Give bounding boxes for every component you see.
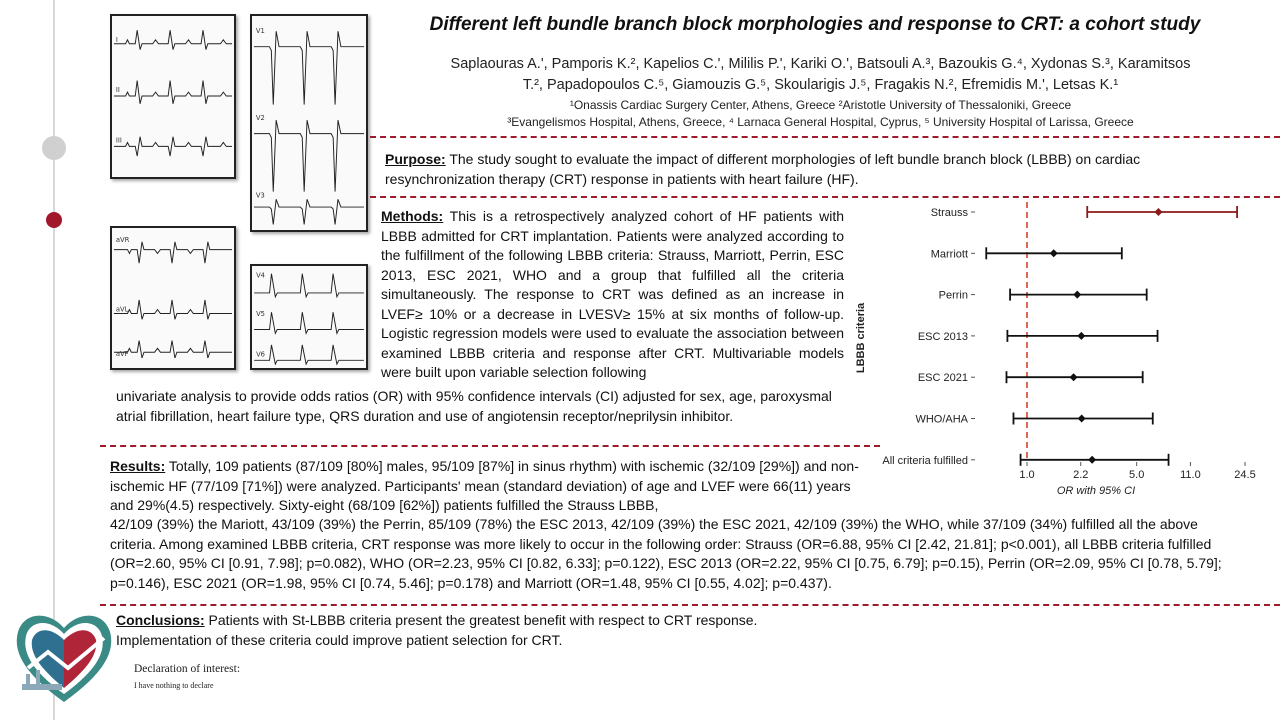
forest-category-label: Strauss (930, 207, 968, 219)
forest-category-label: ESC 2021 (917, 372, 968, 385)
forest-point-estimate (1078, 415, 1086, 423)
methods-text-top: This is a retrospectively analyzed cohort of HF patients with LBBB admitted for CRT implantation. Patients were analyzed according to the fulfillment of the following LBBB criteria: Strauss, Marriott, Perrin, ESC 2013, ESC 2021, WHO and a group that fulfilled all the criteria simultaneously. The response to CRT was defined as an increase in LVEF≥ 10% or a decrease in LVESV≥ 15% at six months of follow-up. Logistic regression models were used to evaluate the association between examined LBBB criteria and response after CRT. (381, 208, 844, 361)
heart-logo-icon (8, 598, 120, 710)
separator (100, 445, 880, 447)
forest-plot (850, 198, 1270, 498)
purpose-section (385, 150, 1245, 189)
ecg-lead-label: V5 (256, 310, 265, 319)
ecg-lead-label: III (115, 136, 122, 145)
separator (370, 136, 1280, 138)
forest-x-tick-label: 1.0 (1019, 469, 1035, 481)
forest-x-tick-label: 2.2 (1073, 469, 1089, 481)
ecg-lateral-leads (250, 264, 368, 370)
purpose-text: The study sought to evaluate the impact of different morphologies of left bundle branch block (LBBB) on cardiac resynchronization therapy (CRT) response in patients with heart failure (HF). (385, 151, 1141, 187)
ecg-lead-label: V4 (256, 271, 265, 280)
ecg-lead-label: aVL (115, 305, 129, 314)
methods-section (381, 207, 844, 383)
authors-line-1: Saplaouras A.', Pamporis K.², Kapelios C.', Mililis P.', Kariki O.', Batsouli A.³, Bazoukis G.⁴, Xydonas S.³, Karamitsos (450, 56, 1191, 72)
ecg-chest-leads (250, 14, 368, 232)
ecg-limb-svg (112, 16, 234, 177)
forest-point-estimate (1050, 249, 1058, 257)
forest-x-tick-label: 24.5 (1234, 469, 1256, 481)
ecg-chest-svg (252, 16, 366, 230)
ecg-augmented-leads (110, 226, 236, 370)
ecg-lead-label: aVR (115, 235, 130, 244)
forest-point-estimate (1088, 456, 1096, 464)
conclusions-heading: Conclusions: (116, 612, 205, 628)
conclusions-section (116, 611, 836, 650)
ecg-lead-label: V6 (256, 350, 265, 359)
methods-text-bottom: univariate analysis to provide odds ratios (OR) with 95% confidence intervals (CI) adjusted for sex, age, paroxysmal atrial fibrillation, heart failure type, QRS duration and use of angiotensin receptor/neprilysin inhibitor. (116, 388, 832, 424)
methods-heading: Methods: (381, 208, 444, 224)
forest-category-label: Marriott (930, 248, 968, 261)
forest-category-label: All criteria fulfilled (882, 454, 968, 467)
separator (100, 604, 1280, 606)
forest-plot-svg (850, 198, 1270, 498)
ecg-lead-label: V2 (255, 114, 265, 123)
forest-point-estimate (1070, 373, 1078, 381)
affiliation-line-1: ¹Onassis Cardiac Surgery Center, Athens, Greece ²Aristotle University of Thessaloniki, Greece (569, 98, 1072, 112)
forest-point-estimate (1073, 291, 1081, 299)
ecg-lateral-svg (252, 266, 366, 368)
ecg-lead-label: I (115, 35, 118, 44)
forest-x-axis-label: OR with 95% CI (1056, 485, 1136, 497)
forest-category-label: WHO/AHA (915, 413, 968, 426)
forest-x-tick-label: 11.0 (1180, 469, 1201, 481)
ecg-lead-label: II (115, 86, 120, 95)
purpose-heading: Purpose: (385, 151, 446, 167)
authors-line-2: T.², Papadopoulos C.⁵, Giamouzis G.⁵, Skoularigis J.⁵, Fragakis N.², Efremidis M.', Letsas K.¹ (522, 77, 1119, 93)
conclusions-text: Patients with St-LBBB criteria present the greatest benefit with respect to CRT response. Implementation of these criteria could improve patient selection for CRT. (116, 612, 758, 648)
forest-category-label: Perrin (938, 289, 968, 302)
results-section (110, 457, 870, 516)
author-list (378, 54, 1263, 96)
ecg-lead-label: aVF (115, 350, 129, 359)
ecg-limb-leads (110, 14, 236, 179)
poster-title: Different left bundle branch block morphologies and response to CRT: a cohort study (429, 14, 1201, 35)
ecg-lead-label: V3 (255, 191, 265, 200)
ecg-lead-label: V1 (255, 27, 265, 36)
forest-x-tick-label: 5.0 (1129, 469, 1145, 481)
results-text-top: Totally, 109 patients (87/109 [80%] males, 95/109 [87%] in sinus rhythm) with ischemic (32/109 [29%]) and non-ischemic HF (77/109 [71%]) were analyzed. Participants' mean (standard deviation) of age and LVEF were 66(11) years and 29%(4.5) respectively. Sixty-eight (68/109 [62%]) patients fulfilled the Strauss LBBB, (110, 458, 859, 513)
forest-y-axis-label: LBBB criteria (855, 302, 867, 374)
forest-point-estimate (1077, 332, 1085, 340)
results-text-bottom: 42/109 (39%) the Mariott, 43/109 (39%) the Perrin, 85/109 (78%) the ESC 2013, 42/109 (39%) the ESC 2021, 42/109 (39%) the WHO, while 37/109 (34%) fulfilled all the above criteria. Among examined LBBB criteria, CRT response was more likely to occur in the following order: Strauss (OR=6.88, 95% CI [2.42, 21.81]; p<0.001), all LBBB criteria fulfilled (OR=2.60, 95% CI [0.91, 7.98]; p=0.082), WHO (OR=2.23, 95% CI [0.82, 6.33]; p=0.122), ESC 2013 (OR=2.22, 95% CI [0.75, 6.79]; p=0.15), Perrin (OR=2.09, 95% CI [0.78, 5.79]; p=0.146), ESC 2021 (OR=1.98, 95% CI [0.74, 5.46]; p=0.178) and Marriott (OR=1.48, 95% CI [0.55, 4.02]; p=0.437). (110, 516, 1222, 591)
timeline-dot-grey (42, 136, 66, 160)
methods-text-mid: Multivariable models were built upon variable selection following (381, 344, 845, 380)
affiliation-line-2: ³Evangelismos Hospital, Athens, Greece, ⁴ Larnaca General Hospital, Cyprus, ⁵ University Hospital of Larissa, Greece (507, 115, 1134, 129)
timeline-dot-red (46, 212, 62, 228)
forest-category-label: ESC 2013 (917, 330, 968, 343)
forest-point-estimate (1154, 208, 1162, 216)
results-heading: Results: (110, 458, 166, 474)
ecg-augmented-svg (112, 228, 234, 368)
declaration-title: Declaration of interest: (134, 663, 241, 675)
declaration-text: I have nothing to declare (134, 681, 214, 690)
conference-logo (8, 598, 120, 710)
